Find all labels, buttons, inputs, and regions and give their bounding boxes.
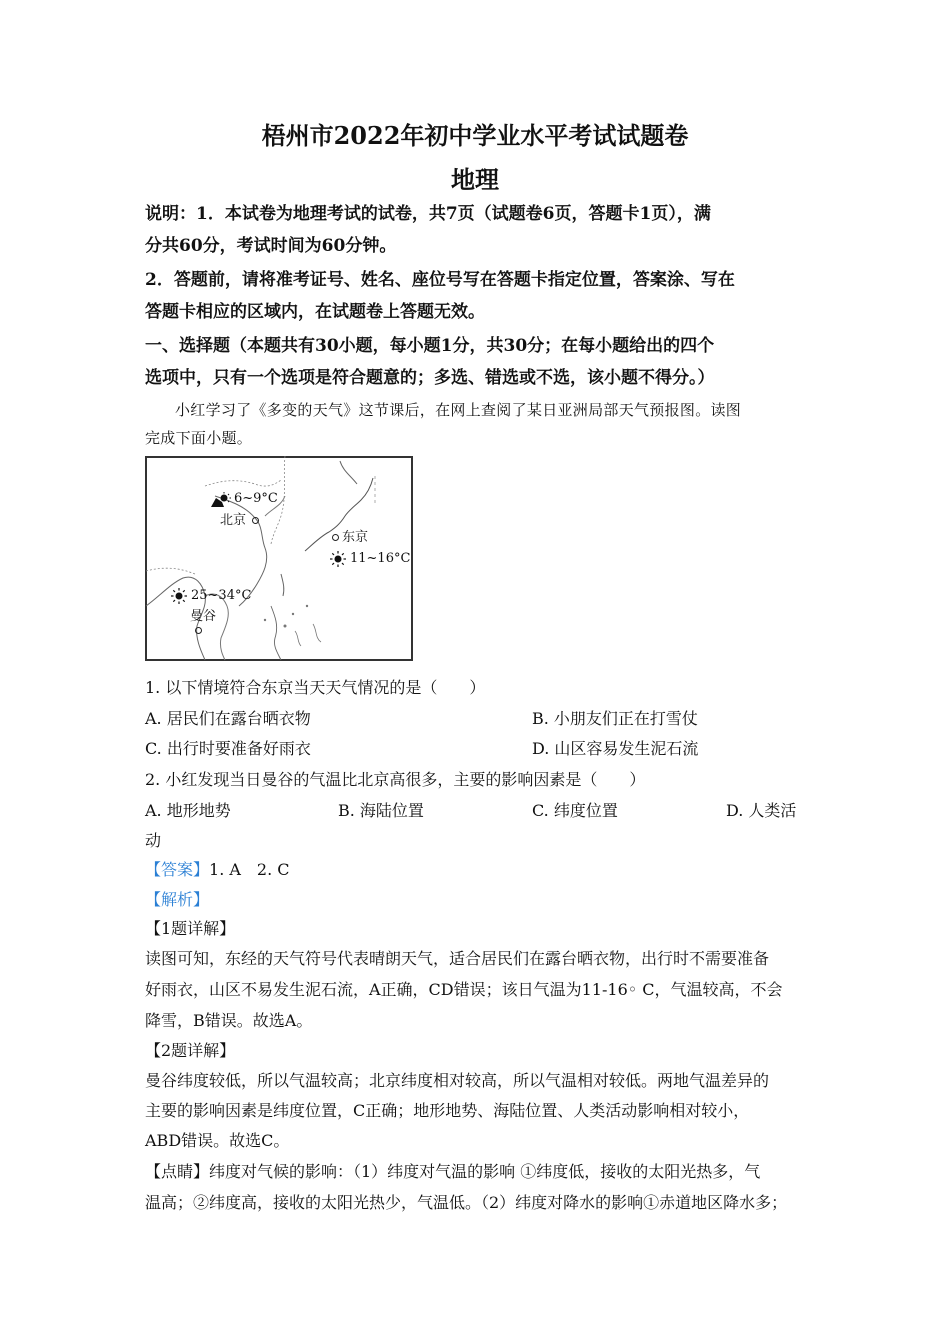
detail-1-text: 读图可知，东经的天气符号代表晴朗天气，适合居民们在露台晒衣物，出行时不需要准备 bbox=[145, 949, 770, 968]
question-intro: 小红学习了《多变的天气》这节课后，在网上查阅了某日亚洲局部天气预报图。读图 bbox=[175, 401, 742, 419]
analysis-label: 【解析】 bbox=[145, 890, 210, 909]
instruction-line: 分共60分，考试时间为60分钟。 bbox=[145, 236, 397, 256]
question-2-option-a: A. 地形地势 bbox=[145, 801, 231, 820]
detail-2-text: 曼谷纬度较低，所以气温较高；北京纬度相对较高，所以气温相对较低。两地气温差异的 bbox=[145, 1071, 770, 1090]
question-1-stem: 1. 以下情境符合东京当天天气情况的是（ ） bbox=[145, 678, 486, 697]
question-2-option-b: B. 海陆位置 bbox=[338, 801, 424, 820]
tip-text: 【点睛】纬度对气候的影响：（1）纬度对气温的影响 ①纬度低，接收的太阳光热多，气 bbox=[145, 1162, 761, 1181]
instruction-line: 答题卡相应的区域内，在试题卷上答题无效。 bbox=[145, 302, 485, 322]
question-1-option-c: C. 出行时要准备好雨衣 bbox=[145, 739, 311, 758]
tip-text: 温高；②纬度高，接收的太阳光热少，气温低。（2）纬度对降水的影响①赤道地区降水多； bbox=[145, 1193, 788, 1212]
detail-2-text: ABD错误。故选C。 bbox=[145, 1131, 290, 1150]
sun-cloud-icon bbox=[210, 492, 232, 508]
answer-line bbox=[145, 855, 290, 885]
detail-1-text: 好雨衣，山区不易发生泥石流，A正确，CD错误；该日气温为11-16◦ C，气温较高，不会 bbox=[145, 980, 783, 999]
sun-icon bbox=[330, 551, 346, 567]
question-intro: 完成下面小题。 bbox=[145, 429, 253, 447]
tokyo-label: 东京 bbox=[342, 530, 369, 545]
bangkok-city-marker bbox=[195, 627, 202, 634]
beijing-city-marker bbox=[252, 517, 259, 524]
exam-title: 梧州市2022年初中学业水平考试试题卷 bbox=[261, 121, 689, 150]
question-2-option-c: C. 纬度位置 bbox=[532, 801, 618, 820]
instruction-line: 说明：1．本试卷为地理考试的试卷，共7页（试题卷6页，答题卡1页），满 bbox=[145, 204, 711, 224]
question-2-option-d: D. 人类活 bbox=[726, 801, 797, 820]
sun-icon bbox=[171, 588, 187, 604]
detail-2-heading: 【2题详解】 bbox=[145, 1041, 236, 1060]
question-2-stem: 2. 小红发现当日曼谷的气温比北京高很多，主要的影响因素是（ ） bbox=[145, 770, 646, 789]
answer-value: 1. A 2. C bbox=[209, 860, 290, 879]
question-1-option-b: B. 小朋友们正在打雪仗 bbox=[532, 709, 698, 728]
question-1-option-d: D. 山区容易发生泥石流 bbox=[532, 739, 699, 758]
section-heading: 选项中，只有一个选项是符合题意的；多选、错选或不选，该小题不得分。） bbox=[145, 368, 715, 388]
beijing-temperature: 6~9°C bbox=[234, 491, 278, 506]
bangkok-label: 曼谷 bbox=[190, 609, 217, 624]
instruction-line: 2．答题前，请将准考证号、姓名、座位号写在答题卡指定位置，答案涂、写在 bbox=[145, 270, 735, 290]
detail-1-heading: 【1题详解】 bbox=[145, 919, 236, 938]
beijing-label: 北京 bbox=[220, 513, 247, 528]
answer-label: 【答案】 bbox=[145, 860, 210, 879]
bangkok-temperature: 25~34°C bbox=[191, 588, 252, 603]
detail-2-text: 主要的影响因素是纬度位置，C正确；地形地势、海陆位置、人类活动影响相对较小， bbox=[145, 1101, 750, 1120]
section-heading: 一、选择题（本题共有30小题，每小题1分，共30分；在每小题给出的四个 bbox=[145, 336, 715, 356]
question-1-option-a: A. 居民们在露台晒衣物 bbox=[145, 709, 311, 728]
subject-title: 地理 bbox=[451, 165, 499, 194]
detail-1-text: 降雪，B错误。故选A。 bbox=[145, 1011, 313, 1030]
tokyo-temperature: 11~16°C bbox=[350, 551, 411, 566]
question-2-option-d-wrap: 动 bbox=[145, 831, 162, 850]
tokyo-city-marker bbox=[332, 534, 339, 541]
